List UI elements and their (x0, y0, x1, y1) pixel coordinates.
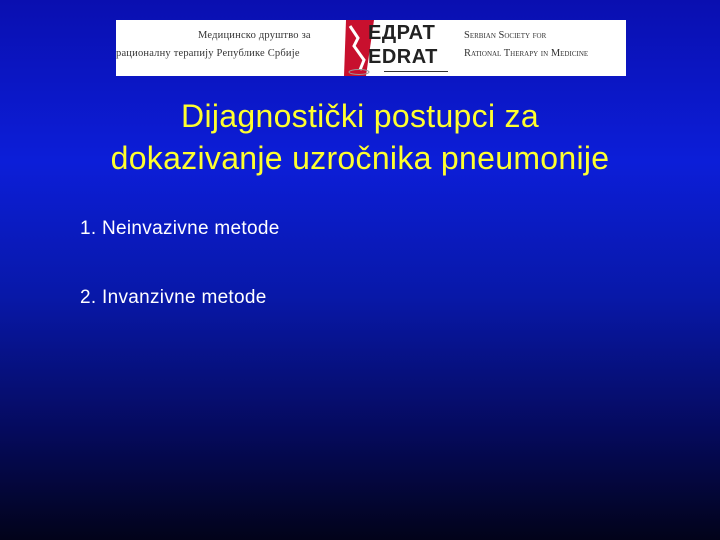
list-item-invasive: 2. Invanzivne metode (80, 287, 267, 308)
medrat-logo (344, 20, 450, 76)
banner-left-line2: рационалну терапију Републике Србије (116, 48, 300, 59)
banner-right-line2: Rational Therapy in Medicine (464, 48, 589, 59)
list-item-noninvasive: 1. Neinvazivne metode (80, 218, 280, 239)
logo-wordmark-latin: EDRAT (368, 46, 438, 68)
slide-title-line1: Dijagnostički postupci za (181, 98, 539, 134)
banner-right-line1: Serbian Society for (464, 30, 547, 41)
banner-left-text (116, 20, 344, 76)
slide-title (0, 95, 720, 179)
banner-left-line1: Медицинско друштво за (198, 30, 311, 41)
society-banner (116, 20, 626, 76)
banner-right-text (464, 20, 626, 76)
slide-title-line2: dokazivanje uzročnika pneumonije (110, 140, 610, 176)
logo-wordmark-cyrillic: ЕДРАТ (368, 22, 436, 44)
logo-underline (384, 71, 448, 72)
